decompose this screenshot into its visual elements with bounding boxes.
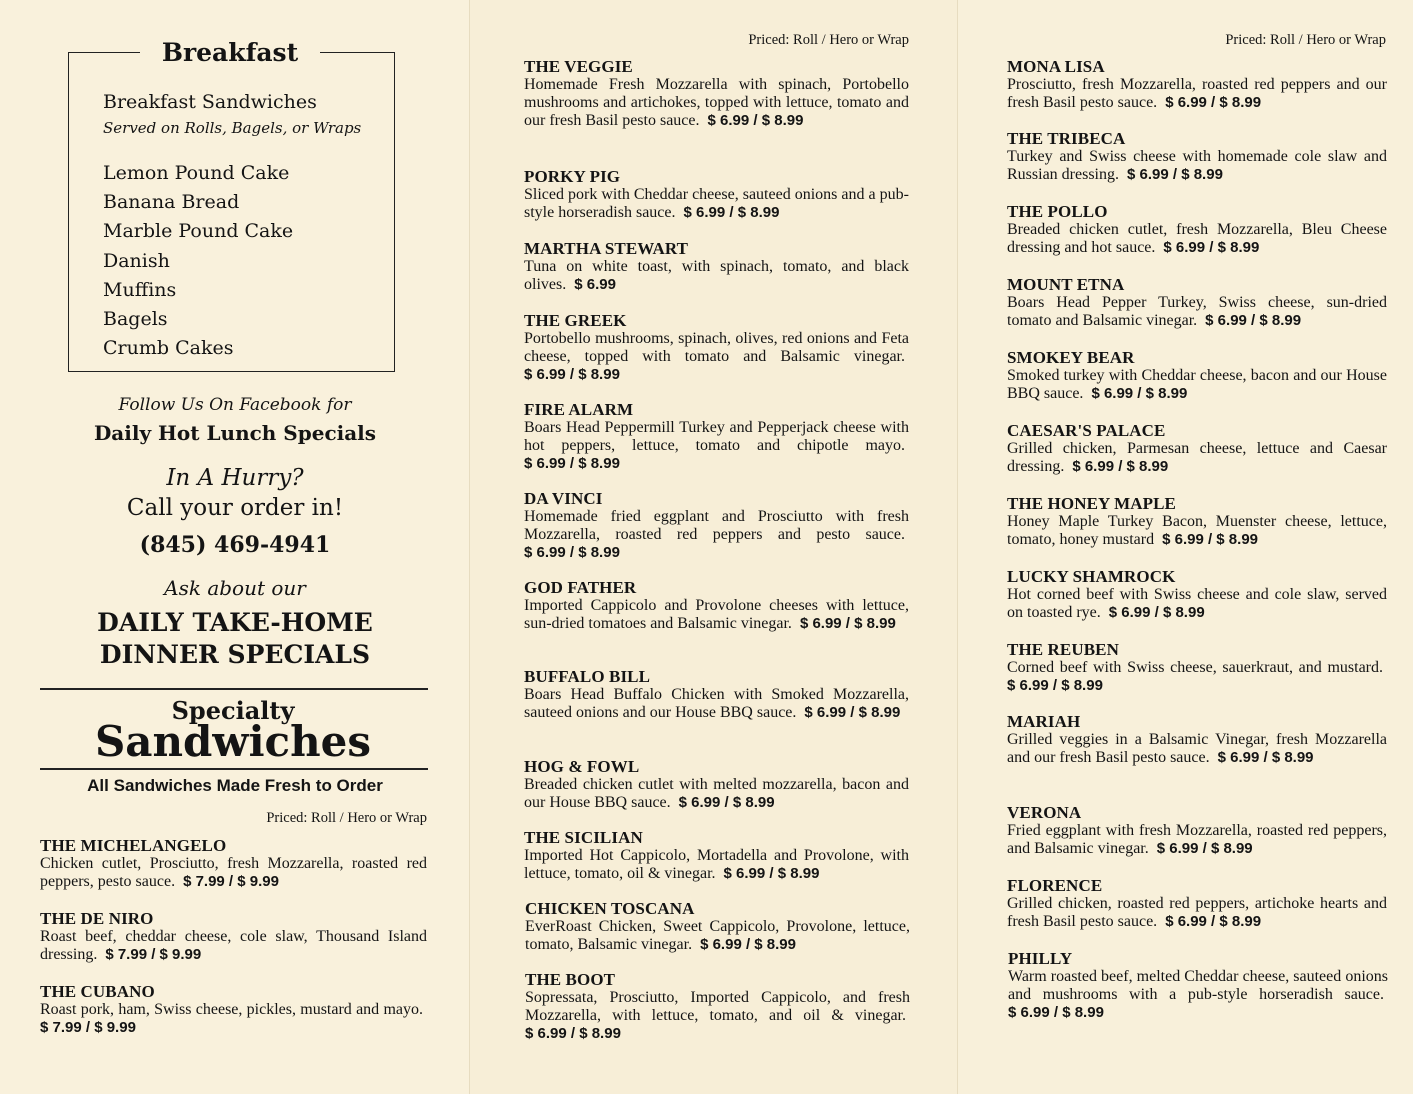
breakfast-item: Marble Pound Cake: [103, 220, 294, 243]
item-name: LUCKY SHAMROCK: [1007, 567, 1176, 586]
item-price: $ 6.99 / $ 8.99: [700, 936, 796, 954]
item-price: $ 6.99 / $ 8.99: [1217, 749, 1314, 767]
item-description: Honey Maple Turkey Bacon, Muenster cheese, lettuce, tomato, honey mustard $ 6.99 / $ 8.99: [1007, 513, 1387, 549]
middle-panel: [470, 0, 958, 1094]
item-price: $ 6.99 / $ 8.99: [799, 615, 896, 633]
item-price: $ 6.99 / $ 8.99: [1156, 840, 1253, 858]
item-name: THE TRIBECA: [1007, 129, 1126, 148]
breakfast-served-note: Served on Rolls, Bagels, or Wraps: [103, 119, 362, 137]
menu-item: [524, 757, 909, 812]
item-description: Roast beef, cheddar cheese, cole slaw, Thousand Island dressing. $ 7.99 / $ 9.99: [40, 928, 427, 964]
priced-note: Priced: Roll / Hero or Wrap: [1225, 32, 1386, 48]
item-description: Imported Hot Cappicolo, Mortadella and Provolone, with lettuce, tomato, oil & vinegar. $ 6.99 / $ 8.99: [524, 847, 909, 883]
breakfast-title: Breakfast: [140, 38, 320, 68]
menu-item: [525, 899, 910, 954]
call-order-text: Call your order in!: [126, 495, 344, 521]
item-name: THE POLLO: [1007, 202, 1108, 221]
menu-item: [525, 970, 910, 1044]
item-name: GOD FATHER: [524, 578, 637, 597]
menu-item: [1007, 803, 1387, 858]
item-price: $ 6.99 / $ 8.99: [1008, 1004, 1104, 1022]
menu-item: [1007, 348, 1387, 403]
item-name: HOG & FOWL: [524, 757, 640, 776]
phone-number[interactable]: (845) 469-4941: [139, 532, 331, 558]
item-description: Prosciutto, fresh Mozzarella, roasted red peppers and our fresh Basil pesto sauce. $ 6.99 / $ 8.99: [1007, 76, 1387, 112]
item-description: Hot corned beef with Swiss cheese and cole slaw, served on toasted rye. $ 6.99 / $ 8.99: [1007, 586, 1387, 622]
item-description: Warm roasted beef, melted Cheddar cheese, sauteed onions and mushrooms with a pub-style horseradish sauce. $ 6.99 / $ 8.99: [1008, 968, 1388, 1022]
item-price: $ 6.99 / $ 8.99: [723, 865, 820, 883]
item-name: THE BOOT: [525, 970, 616, 989]
item-description: Chicken cutlet, Prosciutto, fresh Mozzarella, roasted red peppers, pesto sauce. $ 7.99 / $ 9.99: [40, 855, 427, 891]
item-description: Homemade fried eggplant and Prosciutto with fresh Mozzarella, roasted red peppers and pesto sauce. $ 6.99 / $ 8.99: [524, 508, 909, 562]
item-price: $ 6.99 / $ 8.99: [804, 704, 901, 722]
priced-note: Priced: Roll / Hero or Wrap: [266, 810, 427, 826]
menu-item: [1007, 202, 1387, 257]
breakfast-sandwiches: Breakfast Sandwiches: [103, 91, 317, 113]
item-description: Breaded chicken cutlet with melted mozzarella, bacon and our House BBQ sauce. $ 6.99 / $ 8.99: [524, 776, 909, 812]
item-price: $ 6.99 / $ 8.99: [1165, 94, 1262, 112]
item-name: MONA LISA: [1007, 57, 1105, 76]
item-name: THE REUBEN: [1007, 640, 1119, 659]
menu-item: [40, 909, 427, 964]
menu-item: [1007, 129, 1387, 184]
ask-about-text: Ask about our: [164, 576, 306, 600]
menu-item: [1007, 275, 1387, 330]
item-name: MARIAH: [1007, 712, 1081, 731]
item-name: THE VEGGIE: [524, 57, 633, 76]
menu-item: [524, 167, 909, 222]
item-name: BUFFALO BILL: [524, 667, 651, 686]
item-name: PORKY PIG: [524, 167, 621, 186]
item-price: $ 6.99 / $ 8.99: [1205, 312, 1302, 330]
item-description: Portobello mushrooms, spinach, olives, red onions and Feta cheese, topped with tomato and Balsamic vinegar. $ 6.99 / $ 8.99: [524, 330, 909, 384]
made-fresh-text: All Sandwiches Made Fresh to Order: [87, 776, 383, 795]
divider-bottom: [40, 768, 428, 770]
item-description: Breaded chicken cutlet, fresh Mozzarella, Bleu Cheese dressing and hot sauce. $ 6.99 / $ 8.99: [1007, 221, 1387, 257]
item-name: FIRE ALARM: [524, 400, 634, 419]
menu-item: [524, 311, 909, 385]
menu-item: [40, 836, 427, 891]
breakfast-list: [103, 159, 293, 363]
item-description: EverRoast Chicken, Sweet Cappicolo, Provolone, lettuce, tomato, Balsamic vinegar. $ 6.99 / $ 8.99: [525, 918, 910, 954]
item-price: $ 6.99: [574, 276, 616, 294]
breakfast-item: Danish: [103, 249, 170, 272]
item-price: $ 6.99 / $ 8.99: [1007, 677, 1103, 695]
item-price: $ 6.99 / $ 8.99: [1072, 458, 1169, 476]
item-price: $ 6.99 / $ 8.99: [1165, 913, 1262, 931]
divider-top: [40, 688, 428, 690]
item-name: FLORENCE: [1007, 876, 1103, 895]
item-price: $ 7.99 / $ 9.99: [105, 946, 202, 964]
menu-item: [40, 982, 427, 1037]
item-name: VERONA: [1007, 803, 1082, 822]
item-price: $ 6.99 / $ 8.99: [1091, 385, 1188, 403]
daily-hot-lunch-specials: Daily Hot Lunch Specials: [93, 421, 377, 445]
item-price: $ 7.99 / $ 9.99: [40, 1019, 136, 1037]
menu-item: [1008, 949, 1388, 1023]
item-name: CAESAR'S PALACE: [1007, 421, 1166, 440]
item-price: $ 6.99 / $ 8.99: [1108, 604, 1205, 622]
menu-item: [524, 578, 909, 633]
item-description: Homemade Fresh Mozzarella with spinach, Portobello mushrooms and artichokes, topped with lettuce, tomato and our fresh Basil pesto sauce. $ 6.99 / $ 8.99: [524, 76, 909, 130]
item-description: Boars Head Buffalo Chicken with Smoked Mozzarella, sauteed onions and our House BBQ sauce. $ 6.99 / $ 8.99: [524, 686, 909, 722]
item-price: $ 6.99 / $ 8.99: [678, 794, 775, 812]
menu-item: [524, 489, 909, 563]
item-name: DA VINCI: [524, 489, 603, 508]
sandwiches-heading: Sandwiches: [94, 717, 372, 766]
item-price: $ 6.99 / $ 8.99: [1127, 166, 1223, 184]
item-price: $ 7.99 / $ 9.99: [183, 873, 279, 891]
item-price: $ 6.99 / $ 8.99: [524, 544, 620, 562]
right-panel: [958, 0, 1413, 1094]
item-price: $ 6.99 / $ 8.99: [524, 455, 620, 473]
menu-item: [1007, 567, 1387, 622]
menu-item: [524, 828, 909, 883]
item-description: Smoked turkey with Cheddar cheese, bacon and our House BBQ sauce. $ 6.99 / $ 8.99: [1007, 367, 1387, 403]
item-description: Sliced pork with Cheddar cheese, sauteed onions and a pub-style horseradish sauce. $ 6.99 / $ 8.99: [524, 186, 909, 222]
item-description: Roast pork, ham, Swiss cheese, pickles, mustard and mayo. $ 7.99 / $ 9.99: [40, 1001, 423, 1037]
item-name: THE DE NIRO: [40, 909, 154, 928]
item-name: PHILLY: [1008, 949, 1073, 968]
item-name: MARTHA STEWART: [524, 239, 689, 258]
menu-item: [524, 239, 909, 294]
breakfast-item: Bagels: [103, 308, 168, 331]
item-description: Corned beef with Swiss cheese, sauerkraut, and mustard. $ 6.99 / $ 8.99: [1007, 659, 1383, 695]
item-price: $ 6.99 / $ 8.99: [707, 112, 804, 130]
item-description: Turkey and Swiss cheese with homemade cole slaw and Russian dressing. $ 6.99 / $ 8.99: [1007, 148, 1387, 184]
breakfast-item: Banana Bread: [103, 191, 240, 214]
item-name: THE MICHELANGELO: [40, 836, 227, 855]
menu-item: [524, 57, 909, 131]
breakfast-item: Lemon Pound Cake: [103, 162, 290, 184]
item-description: Grilled chicken, roasted red peppers, artichoke hearts and fresh Basil pesto sauce. $ 6.99 / $ 8.99: [1007, 895, 1387, 931]
menu-item: [1007, 712, 1387, 767]
item-price: $ 6.99 / $ 8.99: [1163, 239, 1260, 257]
item-name: THE CUBANO: [40, 982, 155, 1001]
item-price: $ 6.99 / $ 8.99: [1162, 531, 1259, 549]
item-name: MOUNT ETNA: [1007, 275, 1125, 294]
item-description: Grilled veggies in a Balsamic Vinegar, fresh Mozzarella and our fresh Basil pesto sauce. $ 6.99 / $ 8.99: [1007, 731, 1387, 767]
item-description: Tuna on white toast, with spinach, tomato, and black olives. $ 6.99: [524, 258, 909, 294]
menu-item: [1007, 57, 1387, 112]
left-panel: [0, 0, 470, 1094]
take-home-line-1: DAILY TAKE-HOME: [97, 608, 373, 637]
item-name: THE HONEY MAPLE: [1007, 494, 1176, 513]
in-a-hurry-text: In A Hurry?: [166, 465, 304, 491]
item-description: Boars Head Pepper Turkey, Swiss cheese, sun-dried tomato and Balsamic vinegar. $ 6.99 / $ 8.99: [1007, 294, 1387, 330]
specialty-heading: Specialty: [171, 696, 295, 725]
breakfast-item: Crumb Cakes: [103, 337, 234, 360]
item-description: Grilled chicken, Parmesan cheese, lettuce and Caesar dressing. $ 6.99 / $ 8.99: [1007, 440, 1387, 476]
item-price: $ 6.99 / $ 8.99: [524, 366, 620, 384]
item-name: THE SICILIAN: [524, 828, 643, 847]
item-description: Fried eggplant with fresh Mozzarella, roasted red peppers, and Balsamic vinegar. $ 6.99 / $ 8.99: [1007, 822, 1387, 858]
menu-item: [1007, 494, 1387, 549]
menu-item: [524, 667, 909, 722]
menu-item: [524, 400, 909, 474]
item-description: Sopressata, Prosciutto, Imported Cappicolo, and fresh Mozzarella, with lettuce, tomato, and oil & vinegar. $ 6.99 / $ 8.99: [525, 989, 910, 1043]
item-name: SMOKEY BEAR: [1007, 348, 1135, 367]
menu-item: [1007, 640, 1387, 695]
item-name: THE GREEK: [524, 311, 627, 330]
item-name: CHICKEN TOSCANA: [525, 899, 695, 918]
item-description: Boars Head Peppermill Turkey and Pepperjack cheese with hot peppers, lettuce, tomato and chipotle mayo. $ 6.99 / $ 8.99: [524, 419, 909, 473]
item-price: $ 6.99 / $ 8.99: [683, 204, 780, 222]
priced-note: Priced: Roll / Hero or Wrap: [748, 32, 909, 48]
menu-item: [1007, 421, 1387, 476]
menu-item: [1007, 876, 1387, 931]
item-price: $ 6.99 / $ 8.99: [525, 1025, 621, 1043]
item-description: Imported Cappicolo and Provolone cheeses with lettuce, sun-dried tomatoes and Balsamic vinegar. $ 6.99 / $ 8.99: [524, 597, 909, 633]
breakfast-item: Muffins: [103, 278, 177, 301]
follow-facebook-text: Follow Us On Facebook for: [118, 395, 352, 415]
take-home-line-2: DINNER SPECIALS: [99, 640, 371, 669]
